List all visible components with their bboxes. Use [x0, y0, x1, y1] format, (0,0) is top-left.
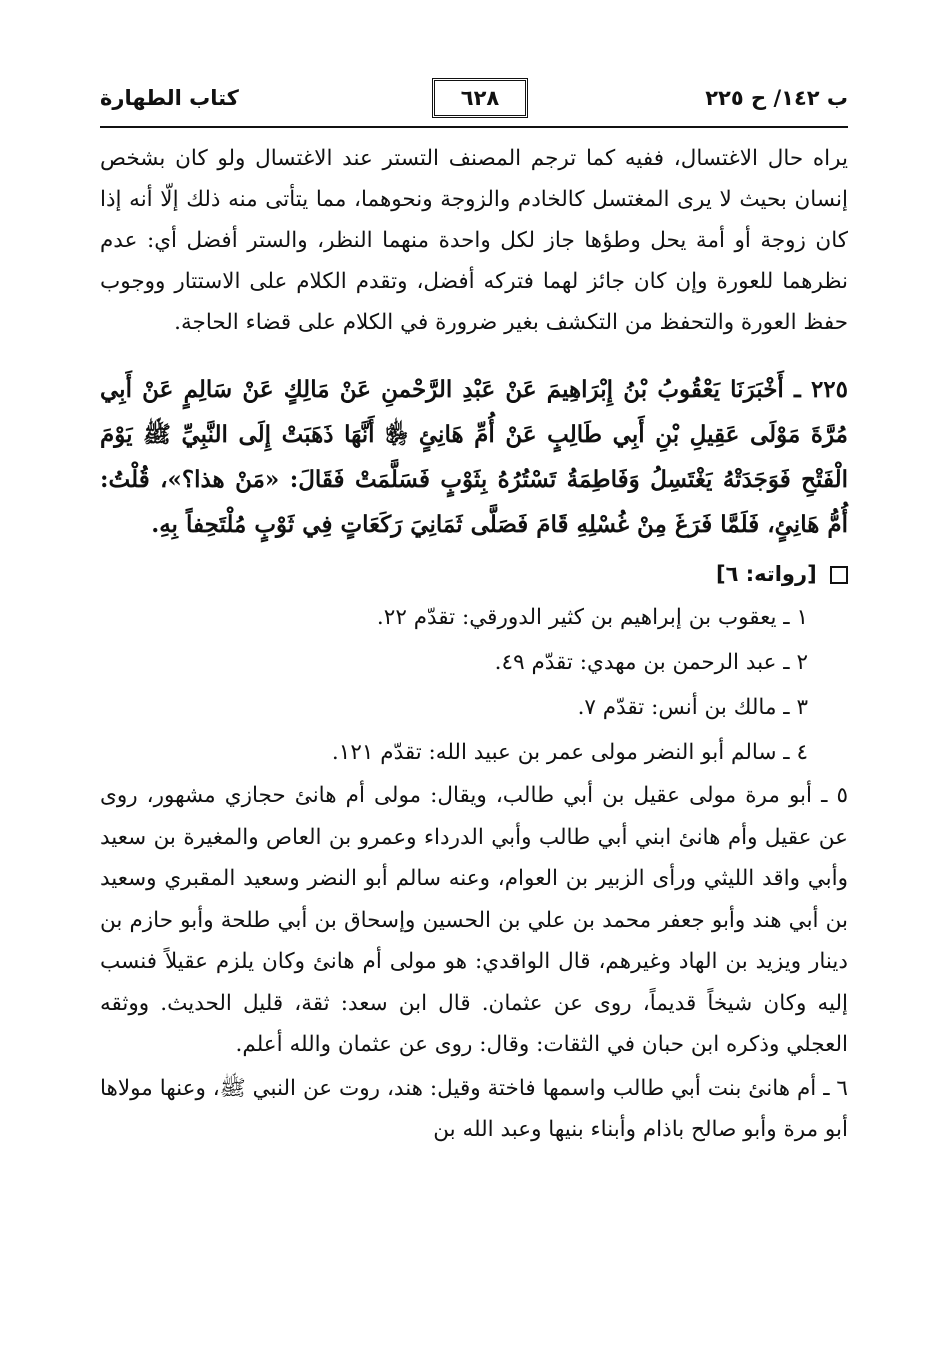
- text-line: العاص والمغيرة بن سعيد وأبي واقد الليثي ورأى الزبير بن العوام، وعنه سالم: [100, 824, 848, 891]
- page-number-frame: [432, 78, 528, 118]
- text-line: قال الواقدي: هو مولى أم هانئ وكان يلزم عقيلاً فنسب إليه وكان شيخاً: [100, 949, 849, 1016]
- square-bullet-icon: [830, 566, 848, 584]
- narrators-list: [100, 595, 848, 775]
- hadith-line: ٢٢٥ ـ أَخْبَرَنَا يَعْقُوبُ بْنُ إِبْرَاهِيمَ عَنْ عَبْدِ الرَّحْمنِ عَنْ مَالِكٍ عَنْ سَالِمٍ: [183, 376, 849, 403]
- text-line: بشخص إنسان بحيث لا يرى المغتسل كالخادم والزوجة ونحوهما، مما يتأتى: [100, 146, 848, 212]
- narrators-heading: [100, 555, 848, 593]
- intro-paragraph: [100, 138, 848, 343]
- hadith-line: هذا؟»، قُلْتُ: أُمُّ هَانِئٍ، فَلَمَّا فَرَغَ مِنْ غُسْلِهِ قَامَ فَصَلَّى ثَمَانِيَ رَكَعَاتٍ فِي ثَوْبٍ: [100, 466, 848, 538]
- hadith-reference: ب ١٤٢/ ح ٢٢٥: [705, 86, 848, 110]
- text-line: النبي ﷺ، وعنها مولاها أبو مرة وأبو صالح باذام وأبناء بنيها وعبد الله بن: [100, 1075, 848, 1142]
- book-title: كتاب الطهارة: [100, 86, 239, 110]
- list-item: ٤ ـ سالم أبو النضر مولى عمر بن عبيد الله: تقدّم ١٢١.: [331, 740, 808, 765]
- page-header: [100, 82, 848, 122]
- narrator-5-bio: [100, 775, 848, 1066]
- text-line: ٦ ـ أم هانئ بنت أبي طالب واسمها فاختة وقيل: هند، روت عن: [302, 1075, 848, 1101]
- hadith-line: عَنْ أَبِي مُرَّةَ مَوْلَى عَقِيلِ بْنِ أَبِي طَالِبٍ عَنْ أُمِّ هَانِئٍ ﵂ أَنَّهَا ذَهَبَتْ إِلَى: [100, 376, 848, 448]
- page-number: ٦٢٨: [460, 86, 500, 110]
- text-line: قديماً، روى عن عثمان. قال ابن سعد: ثقة، قليل الحديث. ووثقه العجلي: [100, 990, 848, 1057]
- list-item: ١ ـ يعقوب بن إبراهيم بن كثير الدورقي: تقدّم ٢٢.: [376, 605, 808, 630]
- narrators-heading-label: [رواته: ٦]: [715, 562, 817, 586]
- text-line: منه ذلك إلّا أنه إذا كان زوجة أو أمة يحل وطؤها جاز لكل واحدة منهما: [100, 187, 849, 253]
- hadith-line: مُلْتَحِفاً بِهِ.: [151, 511, 247, 538]
- text-line: أفضل، وتقدم الكلام على الاستتار ووجوب حفظ العورة والتحفظ من التكشف: [100, 269, 848, 335]
- text-line: أبو النضر وسعيد المقبري وسعيد بن أبي هند وأبو جعفر محمد بن علي بن: [100, 866, 849, 933]
- text-line: بغير ضرورة في الكلام على قضاء الحاجة.: [174, 310, 539, 335]
- text-line: ٥ ـ أبو مرة مولى عقيل بن أبي طالب، ويقال: مولى أم هانئ حجازي: [224, 783, 848, 808]
- page-body: [100, 138, 848, 1151]
- hadith-line: النَّبِيِّ ﷺ يَوْمَ الْفَتْحِ فَوَجَدَتْهُ يَغْتَسِلُ وَفَاطِمَةُ تَسْتُرُهُ بِثَوْبٍ فَسَلَّمَتْ فَقَالَ: «مَنْ: [100, 421, 848, 493]
- text-line: الحسين وإسحاق بن أبي طلحة وأبو حازم بن دينار ويزيد بن الهاد وغيرهم،: [100, 907, 848, 974]
- hadith-text: [100, 367, 848, 547]
- header-rule: [100, 126, 848, 128]
- text-line: النظر، والستر أفضل أي: عدم نظرهما للعورة وإن كان جائز لهما فتركه: [100, 228, 848, 294]
- list-item: ٣ ـ مالك بن أنس: تقدّم ٧.: [577, 695, 808, 720]
- list-item: ٢ ـ عبد الرحمن بن مهدي: تقدّم ٤٩.: [494, 650, 808, 675]
- text-line: مشهور، روى عن عقيل وأم هانئ ابني أبي طالب وأبي الدرداء وعمرو بن: [100, 783, 848, 850]
- text-line: يراه حال الاغتسال، ففيه كما ترجم المصنف التستر عند الاغتسال ولو كان: [175, 146, 848, 171]
- text-line: وذكره ابن حبان في الثقات: وقال: روى عن عثمان والله أعلم.: [235, 1032, 780, 1057]
- narrator-6-bio: [100, 1068, 848, 1151]
